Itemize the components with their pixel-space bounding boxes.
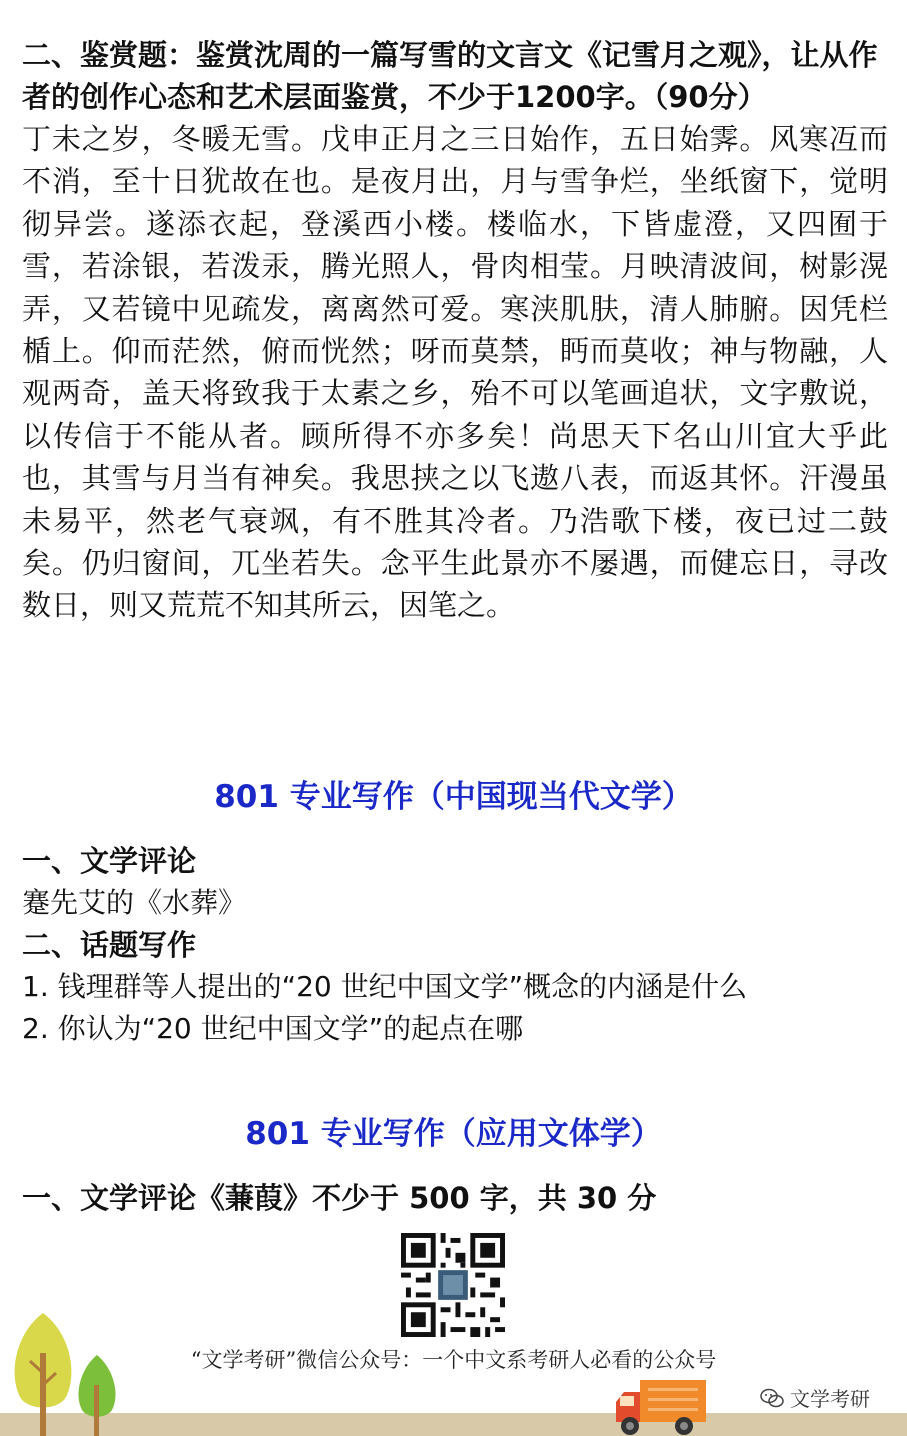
ground-strip <box>0 1413 907 1436</box>
passage-text: 丁未之岁，冬暖无雪。戊申正月之三日始作，五日始霁。风寒冱而不消，至十日犹故在也。是夜月出，月与雪争烂，坐纸窗下，觉明彻异尝。遂添衣起，登溪西小楼。楼临水，下皆虚澄，又四囿于雪，若涂银，若泼汞，腾光照人，骨肉相莹。月映清波间，树影滉弄，又若镜中见疏发，离离然可爱。寒浃肌肤，清人肺腑。因凭栏楯上。仰而茫然，俯而恍然；呀而莫禁，眄而莫收；神与物融，人观两奇，盖天将致我于太素之乡，殆不可以笔画追状，文字敷说，以传信于不能从者。顾所得不亦多矣！尚思天下名山川宜大乎此也，其雪与月当有神矣。我思挟之以飞遨八表，而返其怀。汗漫虽未易平，然老气衰飒，有不胜其冷者。乃浩歌下楼，夜已过二鼓矣。仍归窗间，兀坐若失。念平生此景亦不屡遇，而健忘日，寻改数日，则又荒荒不知其所云，因笔之。 <box>22 122 888 623</box>
section-2-heading: 801 专业写作（应用文体学） <box>245 1116 662 1152</box>
part-1-text: 蹇先艾的《水葬》 <box>22 886 247 919</box>
list-item: 2. 你认为“20 世纪中国文学”的起点在哪 <box>22 1012 524 1045</box>
part-1-title: 一、文学评论 <box>22 844 197 878</box>
watermark-text: 文学考研 <box>790 1387 870 1411</box>
promo-text: “文学考研”微信公众号：一个中文系考研人必看的公众号 <box>190 1348 717 1372</box>
question-2 <box>22 34 888 627</box>
wechat-watermark <box>760 1383 870 1412</box>
section-1-body <box>22 840 747 1050</box>
question-2-title: 二、鉴赏题：鉴赏沈周的一篇写雪的文言文《记雪月之观》，让从作者的创作心态和艺术层面鉴赏，不少于1200字。（90分） <box>22 38 878 114</box>
list-item: 1. 钱理群等人提出的“20 世纪中国文学”概念的内涵是什么 <box>22 970 748 1003</box>
truck-icon <box>614 1380 710 1436</box>
section-2-part-1-title: 一、文学评论《蒹葭》不少于 500 字，共 30 分 <box>22 1181 657 1215</box>
yellow-tree-icon <box>8 1313 78 1436</box>
wechat-icon <box>760 1388 784 1408</box>
qr-code-icon <box>401 1233 505 1337</box>
part-2-title: 二、话题写作 <box>22 928 197 962</box>
section-heading-modern-literature <box>0 775 907 819</box>
section-heading-applied-writing <box>0 1112 907 1156</box>
green-tree-icon <box>74 1355 120 1436</box>
section-1-heading: 801 专业写作（中国现当代文学） <box>214 779 693 815</box>
section-2-body <box>22 1177 656 1219</box>
